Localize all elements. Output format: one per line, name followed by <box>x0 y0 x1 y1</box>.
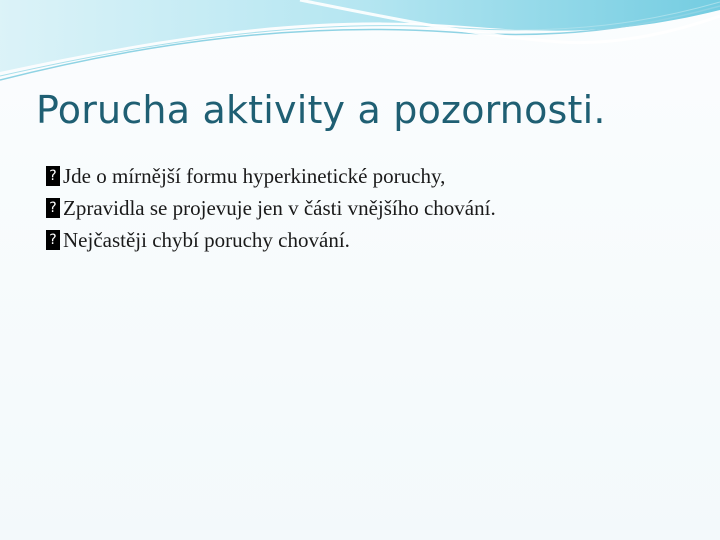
bullet-item <box>46 192 706 224</box>
slide-title: Porucha aktivity a pozornosti. <box>36 88 606 132</box>
bullet-item <box>46 160 706 192</box>
missing-glyph-icon <box>46 166 60 186</box>
bullet-text: Nejčastěji chybí poruchy chování. <box>63 228 350 252</box>
missing-glyph-icon <box>46 198 60 218</box>
bullet-text: Zpravidla se projevuje jen v části vnějšího chování. <box>63 196 496 220</box>
bullet-list <box>46 160 706 256</box>
bullet-text: Jde o mírnější formu hyperkinetické poruchy, <box>63 164 446 188</box>
bullet-item <box>46 224 706 256</box>
missing-glyph-icon <box>46 230 60 250</box>
header-wave-decoration <box>0 0 720 90</box>
